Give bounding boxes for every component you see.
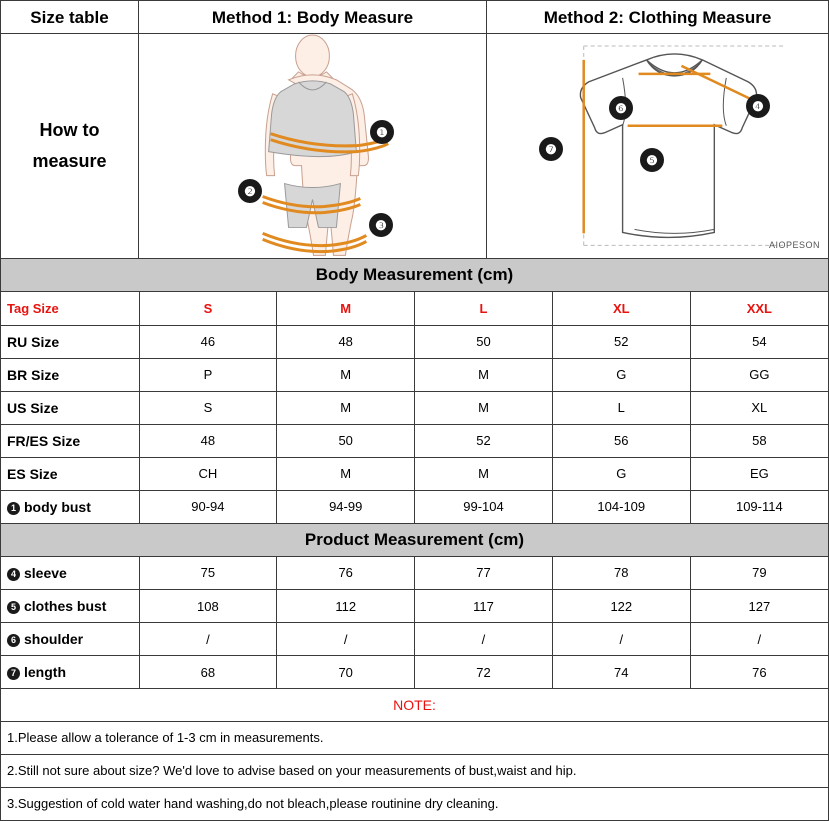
badge-1-bust: ❶	[370, 120, 394, 144]
cell: /	[552, 623, 690, 656]
cell: 56	[552, 424, 690, 457]
cell: M	[277, 457, 415, 490]
product-measurement-section-title: Product Measurement (cm)	[1, 524, 828, 557]
cell: 94-99	[277, 490, 415, 523]
badge-3-hip: ❸	[369, 213, 393, 237]
body-measurement-table	[1, 292, 828, 524]
badge-5-inline: 5	[7, 601, 20, 614]
row-label: FR/ES Size	[1, 424, 139, 457]
cell: EG	[690, 457, 828, 490]
table-header-row	[1, 292, 828, 325]
column-header-l: L	[415, 292, 553, 325]
cell: CH	[139, 457, 277, 490]
cell: M	[415, 391, 553, 424]
brand-watermark: AIOPESON	[768, 240, 820, 250]
cell: M	[277, 391, 415, 424]
row-label-text: body bust	[24, 498, 91, 515]
cell: 79	[690, 557, 828, 590]
table-row	[1, 457, 828, 490]
badge-6-shoulder: ❻	[609, 96, 633, 120]
cell: 48	[277, 325, 415, 358]
how-to-line-1: How to	[39, 120, 100, 141]
column-header-xl: XL	[552, 292, 690, 325]
size-table-column	[1, 1, 139, 258]
cell: 99-104	[415, 490, 553, 523]
cell: M	[415, 358, 553, 391]
cell: 68	[139, 656, 277, 689]
table-row	[1, 656, 828, 689]
column-header-xxl: XXL	[690, 292, 828, 325]
table-row	[1, 623, 828, 656]
clothing-measure-title: Method 2: Clothing Measure	[487, 1, 828, 34]
badge-7-inline: 7	[7, 667, 20, 680]
cell: 50	[415, 325, 553, 358]
cell: 108	[139, 590, 277, 623]
cell: M	[415, 457, 553, 490]
cell: 48	[139, 424, 277, 457]
row-label: BR Size	[1, 358, 139, 391]
cell: 70	[277, 656, 415, 689]
row-label: RU Size	[1, 325, 139, 358]
cell: L	[552, 391, 690, 424]
body-measurement-section-title: Body Measurement (cm)	[1, 259, 828, 292]
badge-5-clothes-bust: ❺	[640, 148, 664, 172]
row-label: ES Size	[1, 457, 139, 490]
badge-7-length: ❼	[539, 137, 563, 161]
badge-1-inline: 1	[7, 502, 20, 515]
clothing-measure-figure-cell	[487, 34, 828, 258]
cell: /	[690, 623, 828, 656]
illustration-band	[1, 1, 828, 259]
how-to-line-2: measure	[32, 151, 107, 171]
how-to-measure-text	[1, 34, 138, 258]
cell: /	[415, 623, 553, 656]
row-label-shoulder	[1, 623, 139, 656]
cell: 74	[552, 656, 690, 689]
table-row	[1, 424, 828, 457]
cell: 127	[690, 590, 828, 623]
size-table-title: Size table	[1, 1, 138, 34]
row-label-text: clothes bust	[24, 598, 107, 614]
cell: P	[139, 358, 277, 391]
table-row	[1, 358, 828, 391]
row-label-text: length	[24, 664, 66, 680]
row-label: US Size	[1, 391, 139, 424]
row-label-sleeve	[1, 557, 139, 590]
note-line-2: 2.Still not sure about size? We'd love to advise based on your measurements of bust,waist and hip.	[1, 755, 828, 788]
cell: 72	[415, 656, 553, 689]
cell: M	[277, 358, 415, 391]
cell: 76	[690, 656, 828, 689]
cell: 50	[277, 424, 415, 457]
cell: /	[277, 623, 415, 656]
cell: 52	[415, 424, 553, 457]
column-header-tag-size: Tag Size	[1, 292, 139, 325]
row-label-clothes-bust	[1, 590, 139, 623]
cell: 58	[690, 424, 828, 457]
table-row	[1, 557, 828, 590]
row-label-text: sleeve	[24, 564, 67, 581]
table-row	[1, 391, 828, 424]
column-header-s: S	[139, 292, 277, 325]
product-measurement-table	[1, 557, 828, 690]
badge-2-waist: ❷	[238, 179, 262, 203]
note-line-1: 1.Please allow a tolerance of 1-3 cm in measurements.	[1, 722, 828, 755]
row-label-body-bust	[1, 490, 139, 523]
cell: 78	[552, 557, 690, 590]
cell: 76	[277, 557, 415, 590]
cell: 109-114	[690, 490, 828, 523]
cell: 77	[415, 557, 553, 590]
cell: 46	[139, 325, 277, 358]
cell: 122	[552, 590, 690, 623]
note-title: NOTE:	[1, 689, 828, 722]
cell: XL	[690, 391, 828, 424]
tshirt-figure-icon	[487, 34, 828, 258]
cell: GG	[690, 358, 828, 391]
cell: G	[552, 457, 690, 490]
cell: /	[139, 623, 277, 656]
row-label-length	[1, 656, 139, 689]
cell: G	[552, 358, 690, 391]
body-measure-title: Method 1: Body Measure	[139, 1, 486, 34]
table-row	[1, 590, 828, 623]
cell: S	[139, 391, 277, 424]
cell: 52	[552, 325, 690, 358]
body-figure-icon	[139, 34, 486, 258]
badge-4-inline: 4	[7, 568, 20, 581]
cell: 117	[415, 590, 553, 623]
how-to-measure-cell	[1, 34, 138, 258]
cell: 90-94	[139, 490, 277, 523]
cell: 112	[277, 590, 415, 623]
clothing-measure-column	[487, 1, 828, 258]
body-measure-column	[139, 1, 487, 258]
cell: 75	[139, 557, 277, 590]
row-label-text: shoulder	[24, 631, 84, 647]
badge-4-sleeve: ❹	[746, 94, 770, 118]
cell: 54	[690, 325, 828, 358]
table-row	[1, 325, 828, 358]
badge-6-inline: 6	[7, 634, 20, 647]
cell: 104-109	[552, 490, 690, 523]
body-measure-figure-cell	[139, 34, 486, 258]
column-header-m: M	[277, 292, 415, 325]
note-line-3: 3.Suggestion of cold water hand washing,do not bleach,please routinine dry cleaning.	[7, 796, 499, 811]
table-row	[1, 490, 828, 523]
